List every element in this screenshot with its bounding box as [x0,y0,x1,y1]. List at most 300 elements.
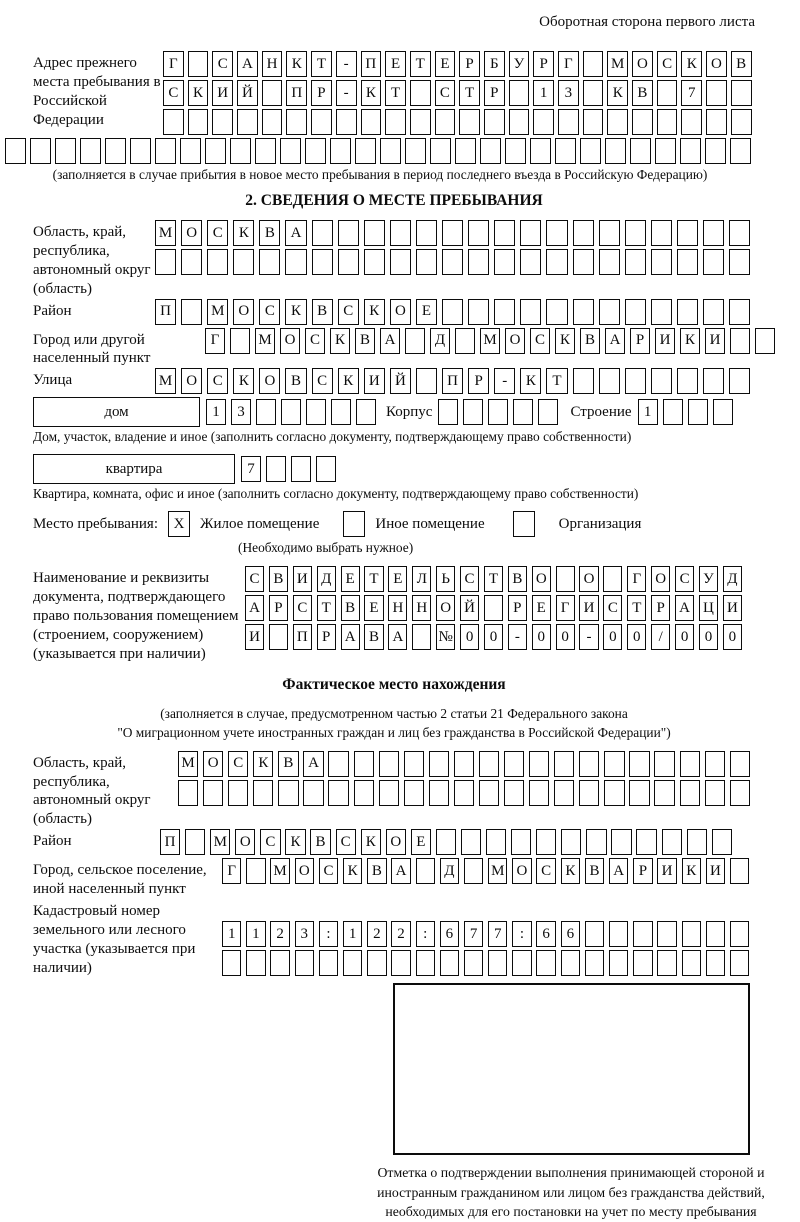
char-cell[interactable] [504,780,524,806]
char-cell[interactable] [655,138,676,164]
char-cell[interactable] [629,751,649,777]
char-cell[interactable] [390,249,411,275]
char-cell[interactable]: 0 [699,624,718,650]
char-cell[interactable]: 7 [681,80,702,106]
char-cell[interactable]: М [210,829,230,855]
char-cell[interactable]: Г [556,595,575,621]
char-cell[interactable] [662,829,682,855]
char-cell[interactable]: Е [435,51,456,77]
char-cell[interactable] [677,299,698,325]
char-cell[interactable]: Р [269,595,288,621]
char-cell[interactable] [30,138,51,164]
char-cell[interactable]: Т [459,80,480,106]
char-cell[interactable] [580,138,601,164]
char-cell[interactable] [455,328,475,354]
char-cell[interactable] [230,328,250,354]
char-cell[interactable]: К [607,80,628,106]
char-cell[interactable] [203,780,223,806]
char-cell[interactable] [416,858,435,884]
char-cell[interactable]: С [212,51,233,77]
char-cell[interactable]: В [312,299,333,325]
char-cell[interactable]: С [603,595,622,621]
char-cell[interactable] [280,138,301,164]
char-cell[interactable] [343,950,362,976]
char-cell[interactable]: С [675,566,694,592]
char-cell[interactable]: У [699,566,718,592]
char-cell[interactable]: - [494,368,515,394]
char-cell[interactable] [354,751,374,777]
char-cell[interactable]: С [207,220,228,246]
char-cell[interactable] [629,780,649,806]
char-cell[interactable]: Е [385,51,406,77]
char-cell[interactable] [573,249,594,275]
char-cell[interactable] [509,109,530,135]
char-cell[interactable] [207,249,228,275]
char-cell[interactable]: В [278,751,298,777]
char-cell[interactable] [599,220,620,246]
char-cell[interactable] [706,80,727,106]
char-cell[interactable]: О [280,328,300,354]
char-cell[interactable]: 7 [241,456,261,482]
char-cell[interactable]: / [651,624,670,650]
char-cell[interactable]: 3 [231,399,251,425]
char-cell[interactable]: С [245,566,264,592]
char-cell[interactable] [529,780,549,806]
char-cell[interactable] [703,368,724,394]
char-cell[interactable] [480,138,501,164]
char-cell[interactable] [730,780,750,806]
char-cell[interactable]: О [295,858,314,884]
char-cell[interactable]: 0 [460,624,479,650]
char-cell[interactable] [706,109,727,135]
char-cell[interactable]: К [330,328,350,354]
char-cell[interactable] [390,220,411,246]
char-cell[interactable]: Г [163,51,184,77]
char-cell[interactable] [680,780,700,806]
char-cell[interactable]: К [286,51,307,77]
char-cell[interactable] [730,328,750,354]
char-cell[interactable]: И [655,328,675,354]
char-cell[interactable] [295,950,314,976]
char-cell[interactable]: С [336,829,356,855]
char-cell[interactable] [604,780,624,806]
char-cell[interactable]: К [285,299,306,325]
char-cell[interactable]: М [488,858,507,884]
char-cell[interactable] [230,138,251,164]
char-cell[interactable] [463,399,483,425]
char-cell[interactable] [561,950,580,976]
char-cell[interactable]: А [285,220,306,246]
char-cell[interactable] [488,399,508,425]
char-cell[interactable] [405,138,426,164]
char-cell[interactable] [163,109,184,135]
char-cell[interactable]: Т [385,80,406,106]
char-cell[interactable] [555,138,576,164]
char-cell[interactable] [509,80,530,106]
char-cell[interactable]: Р [651,595,670,621]
char-cell[interactable]: К [343,858,362,884]
char-cell[interactable]: Р [317,624,336,650]
char-cell[interactable]: 0 [627,624,646,650]
char-cell[interactable]: Т [311,51,332,77]
char-cell[interactable]: № [436,624,455,650]
char-cell[interactable] [654,751,674,777]
char-cell[interactable] [246,950,265,976]
char-cell[interactable]: 7 [488,921,507,947]
char-cell[interactable] [5,138,26,164]
char-cell[interactable]: Е [411,829,431,855]
char-cell[interactable]: К [561,858,580,884]
char-cell[interactable] [730,751,750,777]
char-cell[interactable]: : [512,921,531,947]
char-cell[interactable]: К [338,368,359,394]
char-cell[interactable]: С [260,829,280,855]
char-cell[interactable]: И [212,80,233,106]
char-cell[interactable]: Т [364,566,383,592]
char-cell[interactable] [730,921,749,947]
char-cell[interactable]: - [508,624,527,650]
char-cell[interactable] [228,780,248,806]
char-cell[interactable] [468,249,489,275]
char-cell[interactable] [494,220,515,246]
char-cell[interactable]: А [380,328,400,354]
char-cell[interactable]: С [312,368,333,394]
char-cell[interactable]: С [228,751,248,777]
char-cell[interactable] [654,780,674,806]
char-cell[interactable] [705,751,725,777]
char-cell[interactable]: О [436,595,455,621]
char-cell[interactable]: О [505,328,525,354]
char-cell[interactable] [536,829,556,855]
char-cell[interactable] [416,368,437,394]
char-cell[interactable]: И [705,328,725,354]
char-cell[interactable] [583,80,604,106]
char-cell[interactable] [367,950,386,976]
char-cell[interactable]: В [259,220,280,246]
char-cell[interactable] [579,780,599,806]
char-cell[interactable]: П [442,368,463,394]
char-cell[interactable] [429,780,449,806]
char-cell[interactable] [504,751,524,777]
char-cell[interactable] [181,299,202,325]
char-cell[interactable] [558,109,579,135]
char-cell[interactable] [416,950,435,976]
char-cell[interactable]: В [269,566,288,592]
char-cell[interactable]: О [651,566,670,592]
char-cell[interactable]: К [364,299,385,325]
char-cell[interactable]: С [305,328,325,354]
char-cell[interactable]: Г [222,858,241,884]
stay-type-checkbox-organization[interactable] [513,511,535,537]
char-cell[interactable]: Т [546,368,567,394]
char-cell[interactable] [511,829,531,855]
char-cell[interactable] [573,220,594,246]
char-cell[interactable] [404,751,424,777]
char-cell[interactable]: Р [311,80,332,106]
char-cell[interactable]: И [723,595,742,621]
char-cell[interactable] [430,138,451,164]
char-cell[interactable] [464,950,483,976]
char-cell[interactable]: 0 [723,624,742,650]
char-cell[interactable]: Н [412,595,431,621]
char-cell[interactable]: А [391,858,410,884]
char-cell[interactable] [633,921,652,947]
char-cell[interactable] [461,829,481,855]
char-cell[interactable] [705,780,725,806]
char-cell[interactable] [520,220,541,246]
char-cell[interactable]: Р [533,51,554,77]
char-cell[interactable]: В [367,858,386,884]
char-cell[interactable] [730,858,749,884]
char-cell[interactable]: О [181,220,202,246]
char-cell[interactable]: - [336,51,357,77]
char-cell[interactable]: К [285,829,305,855]
char-cell[interactable] [586,829,606,855]
char-cell[interactable] [729,368,750,394]
char-cell[interactable]: В [341,595,360,621]
char-cell[interactable]: П [286,80,307,106]
char-cell[interactable]: В [585,858,604,884]
char-cell[interactable] [625,368,646,394]
char-cell[interactable]: Е [341,566,360,592]
char-cell[interactable]: М [607,51,628,77]
char-cell[interactable]: К [361,80,382,106]
char-cell[interactable]: Л [412,566,431,592]
char-cell[interactable] [636,829,656,855]
char-cell[interactable] [356,399,376,425]
char-cell[interactable] [561,829,581,855]
char-cell[interactable] [440,950,459,976]
char-cell[interactable] [188,109,209,135]
char-cell[interactable] [546,249,567,275]
char-cell[interactable]: О [632,51,653,77]
char-cell[interactable] [262,80,283,106]
char-cell[interactable] [494,249,515,275]
char-cell[interactable] [255,138,276,164]
char-cell[interactable]: П [293,624,312,650]
char-cell[interactable] [468,299,489,325]
char-cell[interactable]: С [163,80,184,106]
char-cell[interactable] [278,780,298,806]
char-cell[interactable] [303,780,323,806]
char-cell[interactable] [677,368,698,394]
char-cell[interactable] [222,950,241,976]
char-cell[interactable]: О [579,566,598,592]
char-cell[interactable] [533,109,554,135]
char-cell[interactable]: Р [484,80,505,106]
char-cell[interactable]: Е [388,566,407,592]
char-cell[interactable] [713,399,733,425]
char-cell[interactable] [306,399,326,425]
char-cell[interactable] [529,751,549,777]
char-cell[interactable]: В [285,368,306,394]
char-cell[interactable]: М [255,328,275,354]
char-cell[interactable]: Е [532,595,551,621]
char-cell[interactable]: П [160,829,180,855]
char-cell[interactable] [536,950,555,976]
char-cell[interactable] [599,299,620,325]
char-cell[interactable] [246,858,265,884]
char-cell[interactable]: Ь [436,566,455,592]
char-cell[interactable] [364,220,385,246]
char-cell[interactable] [681,109,702,135]
char-cell[interactable] [520,299,541,325]
char-cell[interactable] [729,299,750,325]
char-cell[interactable] [677,220,698,246]
char-cell[interactable] [391,950,410,976]
char-cell[interactable]: И [245,624,264,650]
char-cell[interactable]: Т [484,566,503,592]
char-cell[interactable] [680,138,701,164]
char-cell[interactable] [657,80,678,106]
char-cell[interactable]: 2 [391,921,410,947]
char-cell[interactable] [269,624,288,650]
char-cell[interactable]: 1 [343,921,362,947]
char-cell[interactable]: А [245,595,264,621]
char-cell[interactable]: Н [262,51,283,77]
char-cell[interactable]: Й [390,368,411,394]
char-cell[interactable] [412,624,431,650]
char-cell[interactable] [513,399,533,425]
char-cell[interactable]: О [235,829,255,855]
char-cell[interactable] [438,399,458,425]
char-cell[interactable] [385,109,406,135]
char-cell[interactable]: О [181,368,202,394]
char-cell[interactable] [442,299,463,325]
char-cell[interactable]: Р [508,595,527,621]
char-cell[interactable] [256,399,276,425]
char-cell[interactable]: У [509,51,530,77]
char-cell[interactable] [355,138,376,164]
char-cell[interactable] [55,138,76,164]
char-cell[interactable] [281,399,301,425]
char-cell[interactable] [520,249,541,275]
char-cell[interactable]: Р [459,51,480,77]
char-cell[interactable]: Ц [699,595,718,621]
char-cell[interactable]: Б [484,51,505,77]
char-cell[interactable]: С [657,51,678,77]
char-cell[interactable]: М [178,751,198,777]
char-cell[interactable] [651,220,672,246]
char-cell[interactable]: 3 [295,921,314,947]
char-cell[interactable] [583,109,604,135]
char-cell[interactable] [651,249,672,275]
char-cell[interactable] [494,299,515,325]
char-cell[interactable]: Д [430,328,450,354]
char-cell[interactable]: М [155,368,176,394]
char-cell[interactable] [455,138,476,164]
char-cell[interactable]: В [731,51,752,77]
char-cell[interactable] [573,368,594,394]
char-cell[interactable]: О [512,858,531,884]
char-cell[interactable] [604,751,624,777]
char-cell[interactable] [657,921,676,947]
char-cell[interactable] [729,220,750,246]
char-cell[interactable] [454,780,474,806]
char-cell[interactable]: К [555,328,575,354]
char-cell[interactable] [703,220,724,246]
char-cell[interactable]: С [319,858,338,884]
char-cell[interactable] [328,780,348,806]
char-cell[interactable] [404,780,424,806]
char-cell[interactable] [585,950,604,976]
char-cell[interactable]: С [435,80,456,106]
char-cell[interactable] [436,829,456,855]
char-cell[interactable] [677,249,698,275]
char-cell[interactable] [488,950,507,976]
char-cell[interactable]: А [388,624,407,650]
char-cell[interactable] [703,299,724,325]
char-cell[interactable] [687,829,707,855]
char-cell[interactable] [625,249,646,275]
char-cell[interactable]: В [580,328,600,354]
char-cell[interactable] [603,566,622,592]
char-cell[interactable] [312,249,333,275]
char-cell[interactable]: А [237,51,258,77]
char-cell[interactable]: А [341,624,360,650]
char-cell[interactable]: И [706,858,725,884]
char-cell[interactable]: Т [627,595,646,621]
char-cell[interactable] [573,299,594,325]
char-cell[interactable]: В [508,566,527,592]
char-cell[interactable]: - [579,624,598,650]
char-cell[interactable]: И [657,858,676,884]
char-cell[interactable] [479,751,499,777]
char-cell[interactable]: Д [317,566,336,592]
char-cell[interactable]: 1 [533,80,554,106]
char-cell[interactable]: 1 [638,399,658,425]
char-cell[interactable]: К [682,858,701,884]
char-cell[interactable] [380,138,401,164]
char-cell[interactable]: К [361,829,381,855]
char-cell[interactable] [285,249,306,275]
char-cell[interactable]: С [207,368,228,394]
char-cell[interactable] [253,780,273,806]
char-cell[interactable]: 1 [222,921,241,947]
char-cell[interactable]: П [155,299,176,325]
char-cell[interactable]: 0 [484,624,503,650]
char-cell[interactable]: А [609,858,628,884]
char-cell[interactable] [479,780,499,806]
char-cell[interactable]: Р [468,368,489,394]
char-cell[interactable] [632,109,653,135]
char-cell[interactable]: С [293,595,312,621]
char-cell[interactable]: 1 [206,399,226,425]
char-cell[interactable] [705,138,726,164]
char-cell[interactable] [599,368,620,394]
char-cell[interactable]: И [579,595,598,621]
char-cell[interactable]: А [675,595,694,621]
char-cell[interactable] [530,138,551,164]
char-cell[interactable]: В [364,624,383,650]
char-cell[interactable] [262,109,283,135]
char-cell[interactable] [731,80,752,106]
char-cell[interactable] [354,780,374,806]
char-cell[interactable] [486,829,506,855]
char-cell[interactable] [259,249,280,275]
char-cell[interactable] [410,109,431,135]
char-cell[interactable] [105,138,126,164]
char-cell[interactable] [663,399,683,425]
char-cell[interactable] [330,138,351,164]
char-cell[interactable]: К [680,328,700,354]
char-cell[interactable]: К [188,80,209,106]
char-cell[interactable] [729,249,750,275]
char-cell[interactable]: М [207,299,228,325]
char-cell[interactable] [155,138,176,164]
char-cell[interactable] [205,138,226,164]
char-cell[interactable]: В [310,829,330,855]
